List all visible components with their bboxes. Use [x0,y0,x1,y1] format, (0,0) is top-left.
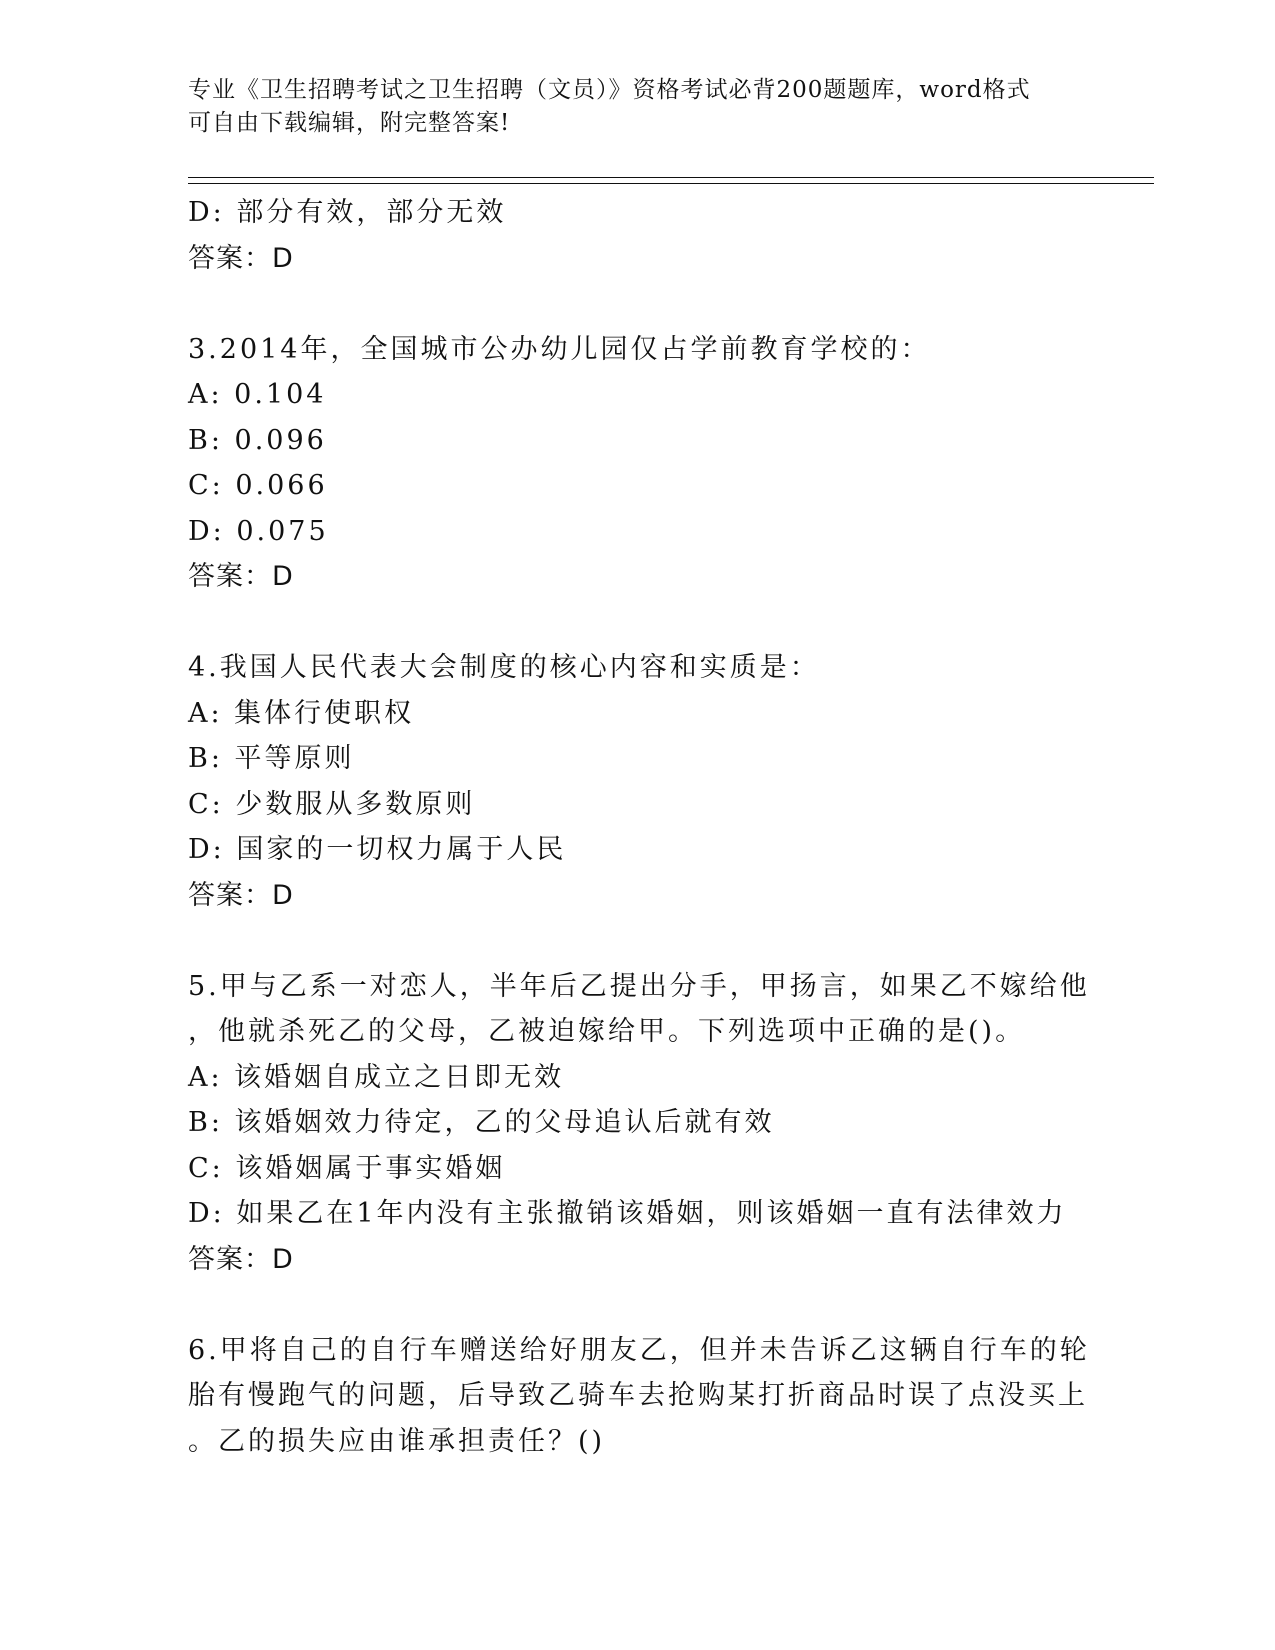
option-c: C: 0.066 [188,470,328,501]
option-b: B: 该婚姻效力待定，乙的父母追认后就有效 [188,1107,775,1138]
question-4 [188,645,1088,918]
option-d: D: 如果乙在1年内没有主张撤销该婚姻，则该婚姻一直有法律效力 [188,1198,1067,1229]
question-stem-line-1: 6.甲将自己的自行车赠送给好朋友乙，但并未告诉乙这辆自行车的轮 [188,1334,1090,1366]
question-stem-line-1: 5.甲与乙系一对恋人，半年后乙提出分手，甲扬言，如果乙不嫁给他 [188,970,1090,1002]
question-stem: 4.我国人民代表大会制度的核心内容和实质是： [188,652,820,683]
document-body [188,190,1088,1464]
option-a: A: 集体行使职权 [188,697,415,729]
header-rule-top [188,177,1154,178]
answer-line: 答案：D [188,561,294,592]
question-5 [188,964,1088,1283]
question-3 [188,327,1088,600]
answer-line: 答案：D [188,242,294,274]
option-b: B: 0.096 [188,424,327,456]
option-d: D: 0.075 [188,515,329,547]
question-fragment [188,190,1088,281]
option-a: A: 0.104 [188,379,327,410]
option-c: C: 该婚姻属于事实婚姻 [188,1152,506,1184]
document-header [188,74,1068,140]
question-6 [188,1328,1088,1465]
question-stem-line-2: 胎有慢跑气的问题，后导致乙骑车去抢购某打折商品时误了点没买上 [188,1380,1088,1411]
header-line-2: 可自由下载编辑，附完整答案! [188,110,511,136]
option-d: D: 部分有效，部分无效 [188,197,507,228]
answer-line: 答案：D [188,1243,294,1275]
header-line-1: 专业《卫生招聘考试之卫生招聘（文员）》资格考试必背200题题库，word格式 [188,77,1031,103]
question-stem-line-3: 。乙的损失应由谁承担责任？() [188,1425,606,1457]
header-rule-bottom [188,183,1154,184]
question-stem: 3.2014年，全国城市公办幼儿园仅占学前教育学校的： [188,333,931,365]
option-c: C: 少数服从多数原则 [188,788,476,820]
answer-line: 答案：D [188,879,294,911]
option-d: D: 国家的一切权力属于人民 [188,834,567,865]
option-a: A: 该婚姻自成立之日即无效 [188,1061,565,1093]
option-b: B: 平等原则 [188,743,355,774]
question-stem-line-2: ，他就杀死乙的父母，乙被迫嫁给甲。下列选项中正确的是()。 [188,1016,1026,1047]
